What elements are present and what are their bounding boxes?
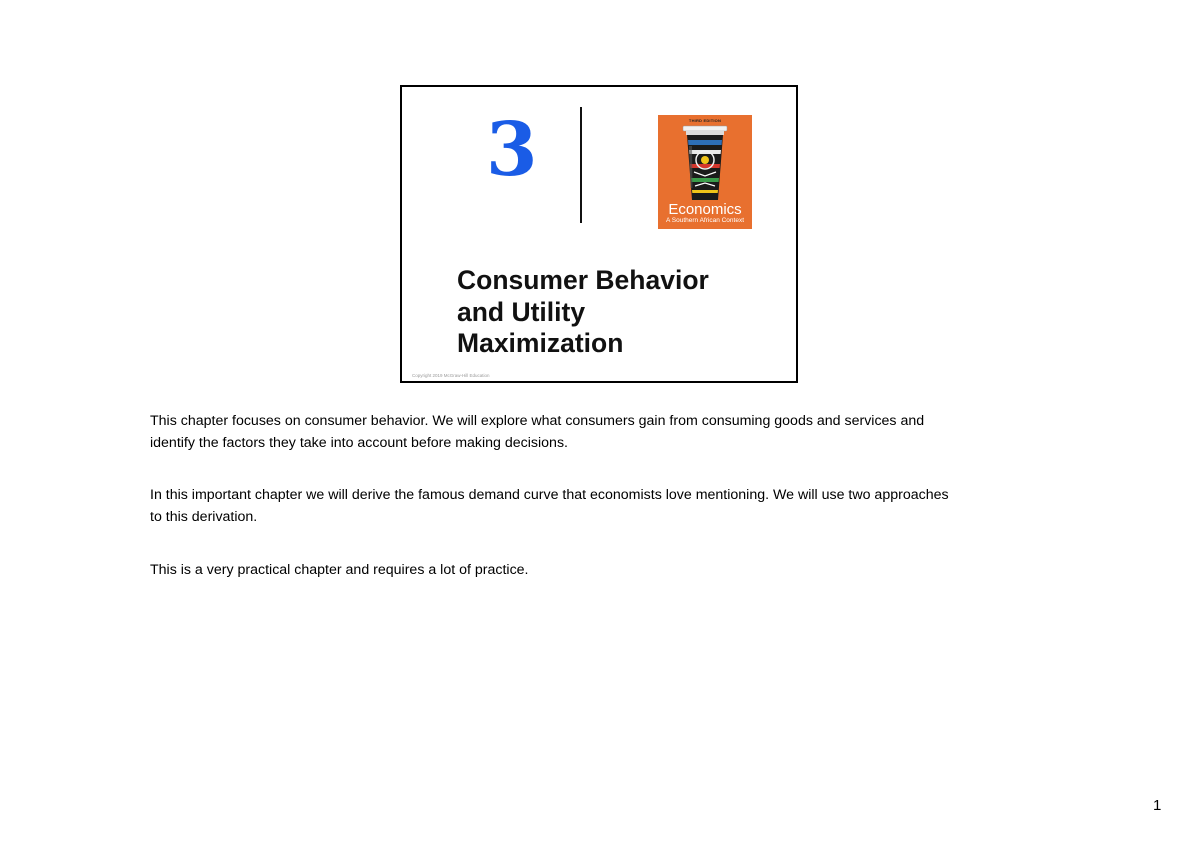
chapter-title-slide [400,85,798,383]
chapter-number: 3 [486,107,538,193]
slide-divider [580,107,582,223]
cover-edition: THIRD EDITION [688,118,722,123]
paragraph-line: This chapter focuses on consumer behavior. We will explore what consumers gain from consuming goods and services and [150,413,925,429]
demand-curve-paragraph [150,484,1070,528]
slide-title-line: and Utility [457,296,586,327]
paragraph-line: In this important chapter we will derive the famous demand curve that economists love mentioning. We will use two approaches [150,487,949,503]
cover-title: Economics [668,201,742,218]
slide-title-line: Maximization [457,328,624,358]
paragraph-line: to this derivation. [150,509,258,525]
page-number: 1 [1153,797,1162,814]
copyright-notice: Copyright 2019 McGraw-Hill Education [412,373,490,378]
intro-paragraph [150,410,1070,454]
cover-subtitle: A Southern African Context [665,217,745,224]
coffee-cup-image [680,124,730,202]
book-cover [658,115,752,229]
practice-paragraph [150,559,1070,581]
slide-title [457,265,787,360]
paragraph-line: identify the factors they take into account before making decisions. [150,435,568,451]
slide-title-line: Consumer Behavior [457,265,709,295]
paragraph-line: This is a very practical chapter and requires a lot of practice. [150,562,529,578]
